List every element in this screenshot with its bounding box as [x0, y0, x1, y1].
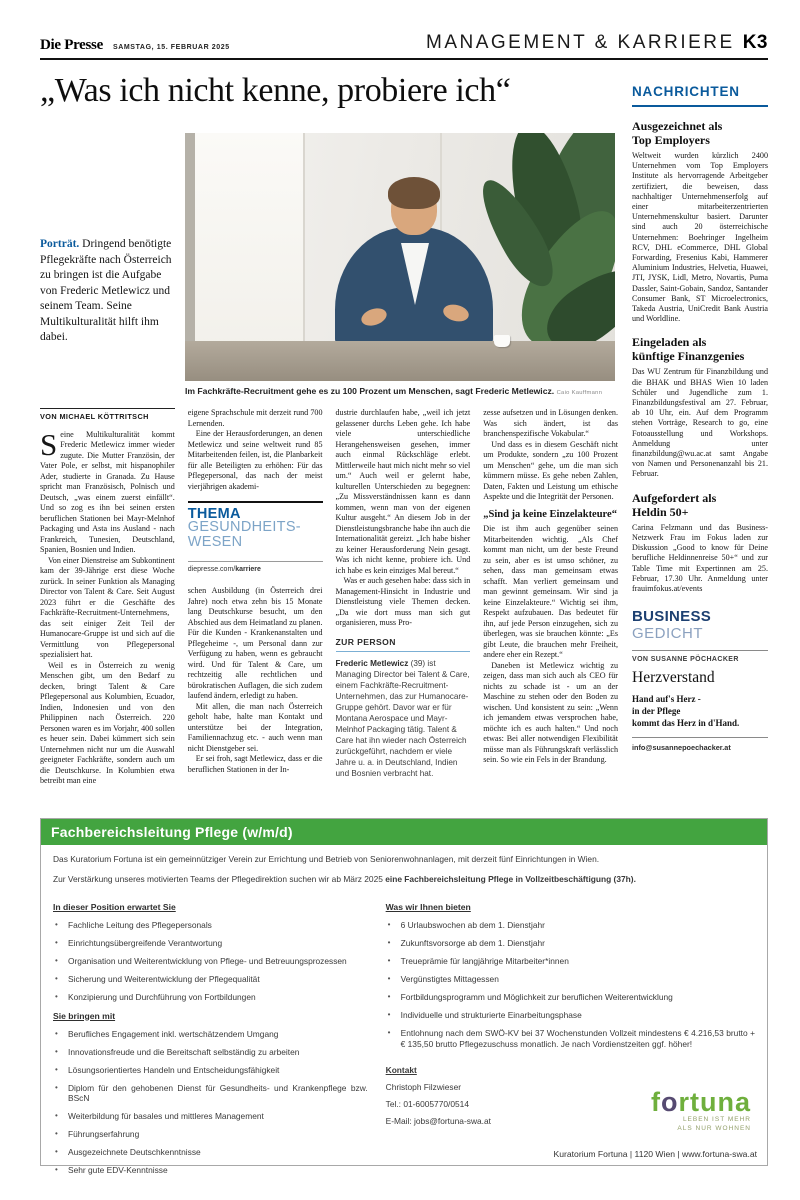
- paragraph: Mit allen, die man nach Österreich geholt habe, halte man Kontakt und unterstütze bei der Integration, Familiennachzug etc. - auch wenn man nicht Dienstgeber sei.: [187, 701, 323, 753]
- offer-item: • Vergünstigtes Mittagessen: [386, 974, 755, 985]
- paragraph: schen Ausbildung (in Österreich drei Jahre) noch etwa zehn bis 15 Monate lang Deutschkurse besucht, um den Abschied aus dem Heimatland zu planen. Für die Kunden - Krankenanstalten und Pflegeheime -, um Personal dann zur Verfügung zu haben, wenn es gebraucht wird. Und für Talent & Care, um rechtzeitig alle rechtlichen und bürokratischen Auflagen, die sich zudem laufend ändern, erledigt zu haben.: [187, 586, 323, 700]
- position-item: • Fachliche Leitung des Pflegepersonals: [53, 920, 368, 931]
- divider: [632, 737, 768, 738]
- thema-url-link[interactable]: diepresse.com/karriere: [188, 561, 323, 578]
- paragraph: eigene Sprachschule mit derzeit rund 700 Lernenden.: [187, 408, 323, 428]
- zur-person-box: [336, 637, 471, 780]
- job-ad-footer-link[interactable]: Kuratorium Fortuna | 1120 Wien | www.fortuna-swa.at: [553, 1149, 757, 1159]
- position-item: • Sicherung und Weiterentwicklung der Pflegequalität: [53, 974, 368, 985]
- paragraph: Er sei froh, sagt Metlewicz, dass er die beruflichen Stationen in der In-: [187, 754, 323, 774]
- job-ad-body: [41, 845, 767, 1175]
- zur-person-text: Frederic Metlewicz (39) ist Managing Director bei Talent & Care, einem Fachkräfte-Recruitment-Unternehmen, das zur Humanocare-Gruppe gehört. Davor war er für Montana Aerospace und Mayr-Melnhof Packaging tätig. Talent & Care hat ihn wieder nach Österreich zurückgeführt, nachdem er viele Jahre u. a. in Deutschland, Indien und Bosnien verbracht hat.: [335, 659, 470, 778]
- news-item: [632, 491, 768, 594]
- paragraph: Daneben ist Metlewicz wichtig zu zeigen, dass man sich auch als CEO für nichts zu schade ist - um an der Maschine zu stehen oder den Boden zu wischen. Und konsistent zu sein: „Wenn ich jemandem etwas versprochen habe, möchte ich es auch halten.“ Und noch etwas: Bei aller notwendigen Flexibilität müsse man als Führungskraft verlässlich sein. So wie ein Fels in der Brandung.: [483, 660, 618, 764]
- article-column-4: [483, 408, 618, 812]
- job-ad: [40, 818, 768, 1175]
- paragraph: Von einer Dienstreise am Subkontinent kam der 39-Jährige erst diese Woche zurück. In seiner Funktion als Managing Director von Talent & Care. Seit August 2023 führt er die Geschäfte des Fachkräfte-Recruitment-Unternehmens, das seit einiger Zeit Teil der Humanocare-Gruppe ist und sich auf die Vermittlung von Pflegepersonal spezialisiert hat.: [40, 555, 175, 659]
- job-ad-right-column: [386, 894, 755, 1183]
- business-gedicht-label-1: BUSINESS: [632, 608, 712, 626]
- job-ad-columns: [53, 894, 755, 1183]
- photo-caption: [185, 386, 615, 396]
- zur-person-heading: ZUR PERSON: [336, 637, 471, 653]
- gedicht-title: Herzverstand: [632, 669, 715, 687]
- contact-name: Christoph Filzwieser: [385, 1082, 462, 1092]
- news-heading: NACHRICHTEN: [632, 84, 768, 107]
- photo-cup: [494, 335, 510, 347]
- author-byline: VON MICHAEL KÖTTRITSCH: [40, 408, 175, 423]
- position-list: [53, 920, 368, 1003]
- news-item-body: Das WU Zentrum für Finanzbildung und die BHAK und BHAS Wien 10 laden Schüler und Jugendliche zum 1. Finanzbildungsfestival am 27. Februar, ab 10 Uhr, ein. Auf dem Programm stehen Vorträge, Research to go, eine Fotoausstellung und Workshops. Anmeldung unter finanzbildung@wu.ac.at samt Angabe von Namen und Personenanzahl bis 21. Februar.: [632, 367, 768, 479]
- lead-text: Dringend benötigte Pflegekräfte nach Österreich zu bringen ist die Aufgabe von Frederic Metlewicz und seinem Team. Seine Multikulturalität hilft ihm dabei.: [40, 238, 172, 343]
- poem-line: in der Pflege: [632, 706, 681, 717]
- bring-item: • Innovationsfreude und die Bereitschaft selbständig zu arbeiten: [53, 1047, 368, 1058]
- paragraph: Weil es in Österreich zu wenig Menschen gibt, um den Bedarf zu decken, bringt Talent & Care Pflegepersonal aus Kolumbien, Ecuador, Indien, Indonesien und von den Philippinen nach Österreich. 220 Personen waren es im Vorjahr, 400 sollen es heuer sein. Dabei kümmert sich sein Unternehmen nicht nur um die Auswahl geeigneter Fachkräfte, sondern auch um die Deutschkurse. In Kolumbien etwa betreibt man eine: [40, 660, 175, 785]
- paper-date: SAMSTAG, 15. FEBRUAR 2025: [112, 44, 230, 51]
- news-item-body: Carina Felzmann und das Business-Netzwerk Frau im Fokus laden zur Diskussion „Good to know für Deine berufliche Heldinnenreise 50+“ und zur Table Time mit Expertinnen am 25. Februar, 17.30 Uhr. Anmeldung unter frauimfokus.at/events: [632, 522, 768, 593]
- page-number: K3: [742, 32, 768, 53]
- news-item: [632, 335, 768, 479]
- poem-line: kommt das Herz in d'Hand.: [632, 718, 740, 729]
- thema-box: [188, 501, 323, 577]
- bring-item: • Ausgezeichnete Deutschkenntnisse: [53, 1147, 368, 1158]
- paragraph: Und dass es in diesem Geschäft nicht um Produkte, sondern „zu 100 Prozent um Menschen“ gehe, um die man sich kümmern müsse. Es gehe neben Zahlen, Daten, Fakten und Leistung um ethische Aspekte und die Integrität der Personen.: [483, 439, 618, 501]
- photo-table: [185, 341, 615, 381]
- fortuna-tagline: LEBEN IST MEHR ALS NUR WOHNEN: [677, 1116, 751, 1132]
- paragraph: zesse aufsetzen und in Lösungen denken. Was sich ändert, ist das branchenspezifische Vokabular.“: [483, 408, 618, 438]
- paragraph: Seine Multikulturalität kommt Frederic Metlewicz immer wieder zugute. Die Mutter Französin, der Vater Pole, er selbst, mit hispanophiler Ader, studierte in Granada. Zu Hause spricht man Französisch, Polnisch und Deutsch, „was einem zuerst einfällt“. Und so zog es ihn bei seinen ersten beruflichen Stationen bei Mayr-Melnhof Packaging und Asta ins Ausland - nach Frankreich, Tunesien, Deutschland, Spanien, Bosnien und Indien.: [40, 426, 175, 554]
- contact-email-link[interactable]: E-Mail: jobs@fortuna-swa.at: [385, 1116, 491, 1126]
- article-column-2: [188, 408, 323, 812]
- position-section-heading: In dieser Position erwartet Sie: [53, 902, 176, 912]
- masthead-left: [40, 37, 230, 54]
- bring-section-heading: Sie bringen mit: [53, 1010, 116, 1021]
- article-headline: „Was ich nicht kenne, probiere ich“: [40, 72, 511, 109]
- business-gedicht: [632, 608, 768, 752]
- offer-item: • Treueprämie für langjährige Mitarbeiter*innen: [386, 956, 755, 967]
- bring-item: • Diplom für den gehobenen Dienst für Gesundheits- und Krankenpflege bzw. BScN: [53, 1083, 368, 1104]
- divider: [632, 650, 768, 651]
- contact-phone[interactable]: Tel.: 01-6005770/0514: [385, 1099, 469, 1109]
- job-ad-left-column: [53, 894, 368, 1183]
- gedicht-poem: [632, 693, 768, 729]
- offer-item: • 6 Urlaubswochen ab dem 1. Dienstjahr: [386, 920, 755, 931]
- portrait-man-hair: [388, 177, 440, 209]
- contact-heading: Kontakt: [385, 1065, 417, 1075]
- section-title: MANAGEMENT & KARRIERE: [426, 32, 735, 53]
- caption-text: Im Fachkräfte-Recruitment gehe es zu 100 Prozent um Menschen, sagt Frederic Metlewicz.: [185, 386, 557, 396]
- offer-item: • Individuelle und strukturierte Einarbeitungsphase: [386, 1010, 755, 1021]
- job-ad-intro-2: Zur Verstärkung unseres motivierten Teams der Pflegedirektion suchen wir ab März 2025 eine Fachbereichsleitung Pflege in Vollzeitbeschäftigung (37h).: [53, 874, 636, 884]
- bring-item: • Berufliches Engagement inkl. wertschätzendem Umgang: [53, 1029, 368, 1040]
- offer-section-heading: Was wir Ihnen bieten: [385, 902, 471, 912]
- article-column-1: [40, 408, 175, 812]
- article-lead: [40, 237, 180, 346]
- bring-list: [53, 1029, 368, 1176]
- paper-logo: Die Presse: [40, 37, 103, 53]
- news-sidebar: [632, 84, 768, 752]
- position-item: • Konzipierung und Durchführung von Fortbildungen: [53, 992, 368, 1003]
- thema-label: THEMA: [187, 506, 241, 522]
- offer-list: [386, 920, 755, 1049]
- paragraph: Eine der Herausforderungen, an denen Metlewicz und seine weltweit rund 85 Mitarbeitenden feilen, ist, die Planbarkeit für alle Beteiligten zu erhöhen: Für das Pflegepersonal, das nach der meist vierjährigen akademi-: [187, 429, 323, 491]
- paragraph: Die ist ihm auch gegenüber seinen Mitarbeitenden wichtig. „Als Chef kommt man nicht, um der beste Freund zu sein, aber es ist umso schöner, zu sehen, dass man gemeinsam etwas schafft. Man verliert gemeinsam und man gewinnt gemeinsam. Wir sind ja keine Einzelakteure.“ Wichtig sei ihm, Respekt aufzubauen. Das bedeutet für ihn, auf jede Person einzugehen, sich zu überlegen, was sie brauchen könnte: „Es gibt Leute, die brauchen mehr Freiheit, andere eher ein Rezept.“: [483, 524, 618, 659]
- fortuna-wordmark: fortuna: [651, 1087, 751, 1117]
- lead-label: Porträt.: [40, 238, 80, 250]
- news-item-title: Aufgefordert als Heldin 50+: [632, 490, 717, 519]
- article-subhead: „Sind ja keine Einzelakteure“: [483, 508, 617, 520]
- news-item-body: Weltweit wurden kürzlich 2400 Unternehmen vom Top Employers Institute als hervorragende Arbeitgeber zertifiziert, die beweisen, dass nachhaltiger Unternehmenserfolg auf einer mitarbeiterzentrierten Unternehmenskultur basiert. Darunter sind auch 20 österreichische Unternehmen: Boehringer Ingelheim RCV, DHL eCommerce, DHL Global Forwarding, Fresenius Kabi, Hammerer Aluminium Industries, Helvetia, Huawei, JTI, JYSK, Lidl, Metro, Novartis, Puma Dassler, Saint-Gobain, Sandoz, Santander Consumer Bank, ST Microelectronics, Takeda Austria, UniCredit Bank Austria und Worldline.: [632, 151, 768, 324]
- article-column-3: [336, 408, 471, 812]
- offer-item: • Fortbildungsprogramm und Möglichkeit zur beruflichen Weiterentwicklung: [386, 992, 755, 1003]
- business-gedicht-label-2: GEDICHT: [632, 625, 703, 643]
- bring-item: • Lösungsorientiertes Handeln und Entscheidungsfähigkeit: [53, 1065, 368, 1076]
- drop-cap: S: [40, 426, 58, 462]
- position-item: • Organisation und Weiterentwicklung von Pflege- und Betreuungsprozessen: [53, 956, 368, 967]
- news-item-title: Ausgezeichnet als Top Employers: [632, 119, 723, 147]
- thema-title: GESUNDHEITS- WESEN: [187, 518, 301, 550]
- bring-item: • Weiterbildung für basales und mittleres Management: [53, 1111, 368, 1122]
- job-ad-title: Fachbereichsleitung Pflege (w/m/d): [41, 819, 767, 845]
- masthead: [40, 32, 768, 60]
- position-item: • Einrichtungsübergreifende Verantwortung: [53, 938, 368, 949]
- bring-item: • Führungserfahrung: [53, 1129, 368, 1140]
- job-ad-intro-1: Das Kuratorium Fortuna ist ein gemeinnütziger Verein zur Errichtung und Betrieb von Seniorenwohnanlagen, mit derzeit fünf Einrichtungen in Wien.: [53, 854, 600, 864]
- poem-line: Hand auf's Herz -: [632, 694, 701, 705]
- caption-credit: Caio Kauffmann: [556, 390, 603, 396]
- article-body: [40, 408, 618, 812]
- fortuna-logo: [651, 1087, 751, 1133]
- bring-item: • Sehr gute EDV-Kenntnisse: [53, 1165, 368, 1176]
- news-item-title: Eingeladen als künftige Finanzgenies: [632, 335, 745, 364]
- paragraph: Was er auch gesehen habe: dass sich in Management-Hinsicht in Industrie und Dienstleistung viele Themen decken. „Da wie dort muss man sich gut organisieren, muss Pro-: [335, 576, 471, 627]
- gedicht-byline: VON SUSANNE PÖCHACKER: [632, 656, 739, 664]
- masthead-right: [426, 32, 768, 54]
- paragraph: dustrie durchlaufen habe, „weil ich jetzt gelassener durchs Leben gehe. Ich habe viele unterschiedliche Herangehensweisen gesehen, immer auch einmal Rückschläge erlebt. Mittlerweile haut mich nicht mehr so viel um.“ Auch weil er gelernt habe, kulturellen Unterschieden zu begegnen: „Zu Missverständnissen kann es dann kommen, wenn man von der eigenen Kultur ausgeht.“ An diesem Job in der Dienstleistungsbranche habe ihn auch die Internationalität gereizt. „Ich habe bisher zu keiner Herausforderung Nein gesagt. Was ich nicht kenne, probiere ich. Und ich habe es kein einziges Mal bereut.“: [335, 408, 471, 575]
- gedicht-email-link[interactable]: info@susannepoechacker.at: [632, 743, 731, 753]
- offer-item: • Zukunftsvorsorge ab dem 1. Dienstjahr: [386, 938, 755, 949]
- news-item: [632, 119, 768, 324]
- offer-item: • Entlohnung nach dem SWÖ-KV bei 37 Wochenstunden Vollzeit mindestens € 4.216,53 brutto + € 135,50 brutto Pflegezuschuss monatlich. Je nach Vordienstzeiten ggf. höher!: [386, 1028, 755, 1049]
- article-photo: [185, 133, 615, 381]
